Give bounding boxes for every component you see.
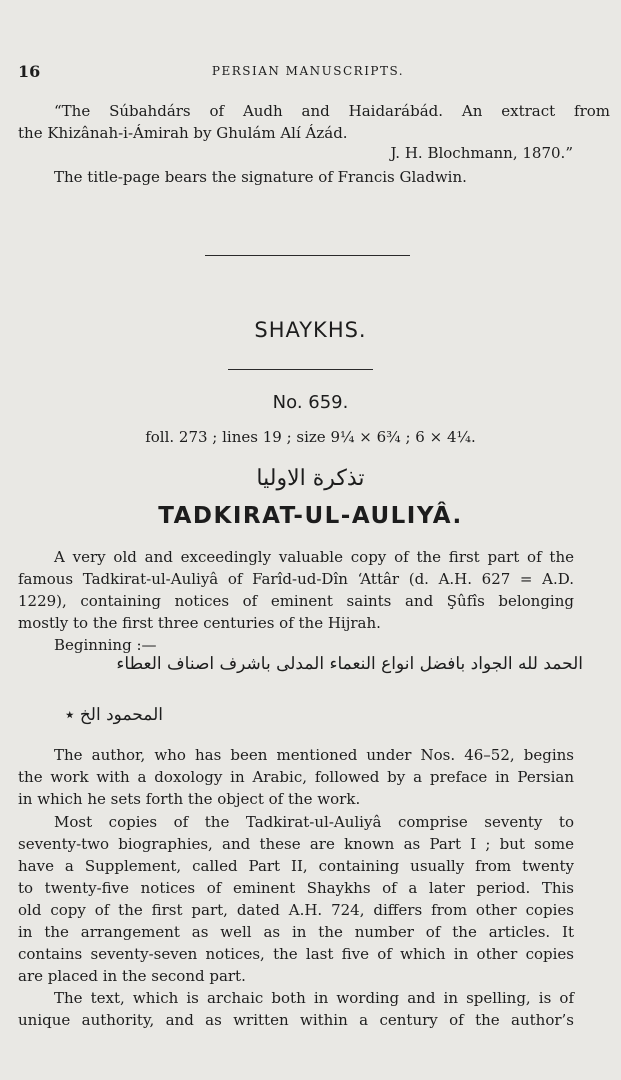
page-number: 16	[18, 62, 41, 81]
title-page-note	[18, 166, 610, 188]
arabic-beginning-text: المحمود الخ ٭	[65, 705, 163, 725]
arabic-beginning-line-2	[18, 705, 583, 725]
arabic-beginning-line: الحمد لله الجواد بافضل انواع النعماء المدلی باشرف اصناف العطاء	[116, 654, 583, 674]
arabic-title: تذکرة الاولیا	[256, 466, 365, 491]
quote-paragraph	[18, 100, 610, 122]
title-underline	[228, 369, 373, 370]
copies-line: are placed in the second part.	[18, 967, 246, 985]
text-paragraph	[18, 987, 574, 1031]
copies-line: have a Supplement, called Part II, containing usually from twenty	[18, 857, 574, 875]
author-line: The author, who has been mentioned under Nos. 46–52, begins	[54, 746, 574, 764]
intro-line: A very old and exceedingly valuable copy of the first part of the	[54, 548, 574, 566]
copies-line: seventy-two biographies, and these are known as Part I ; but some	[18, 835, 574, 853]
section-divider	[205, 255, 410, 256]
author-line: in which he sets forth the object of the work.	[18, 790, 361, 808]
title-page-note-line: The title-page bears the signature of Francis Gladwin.	[54, 168, 467, 186]
copies-line: old copy of the first part, dated A.H. 724, differs from other copies	[18, 901, 574, 919]
entry-number: No. 659.	[272, 392, 349, 413]
quote-line: the Khizânah-i-Ámirah by Ghulám Alí Ázád.	[18, 124, 348, 142]
intro-paragraph	[18, 546, 574, 656]
quote-paragraph-cont	[18, 122, 574, 144]
entry-description: foll. 273 ; lines 19 ; size 9¼ × 6¾ ; 6 × 4¼.	[145, 428, 476, 446]
work-title: TADKIRAT-UL-AULIYÂ.	[158, 503, 463, 529]
author-line: the work with a doxology in Arabic, followed by a preface in Persian	[18, 768, 574, 786]
intro-line: 1229), containing notices of eminent saints and Şûfîs belonging	[18, 592, 574, 610]
copies-line: Most copies of the Tadkirat-ul-Auliyâ comprise seventy to	[54, 813, 574, 831]
copies-paragraph	[18, 811, 574, 987]
quote-line: “The Súbahdárs of Audh and Haidarábád. An extract from	[54, 102, 610, 120]
intro-line: mostly to the first three centuries of the Hijrah.	[18, 614, 381, 632]
intro-line: famous Tadkirat-ul-Auliyâ of Farîd-ud-Dîn ‘Attâr (d. A.H. 627 = A.D.	[18, 570, 574, 588]
text-line: The text, which is archaic both in wording and in spelling, is of	[54, 989, 574, 1007]
section-title: SHAYKHS.	[254, 318, 367, 342]
beginning-label: Beginning :—	[54, 636, 157, 654]
running-header	[18, 62, 598, 84]
copies-line: in the arrangement as well as in the number of the articles. It	[18, 923, 574, 941]
text-line: unique authority, and as written within a century of the author’s	[18, 1011, 574, 1029]
copies-line: to twenty-five notices of eminent Shaykhs of a later period. This	[18, 879, 574, 897]
author-paragraph	[18, 744, 574, 810]
signature: J. H. Blochmann, 1870.”	[390, 144, 573, 162]
running-title: PERSIAN MANUSCRIPTS.	[211, 64, 405, 78]
copies-line: contains seventy-seven notices, the last five of which in other copies	[18, 945, 574, 963]
